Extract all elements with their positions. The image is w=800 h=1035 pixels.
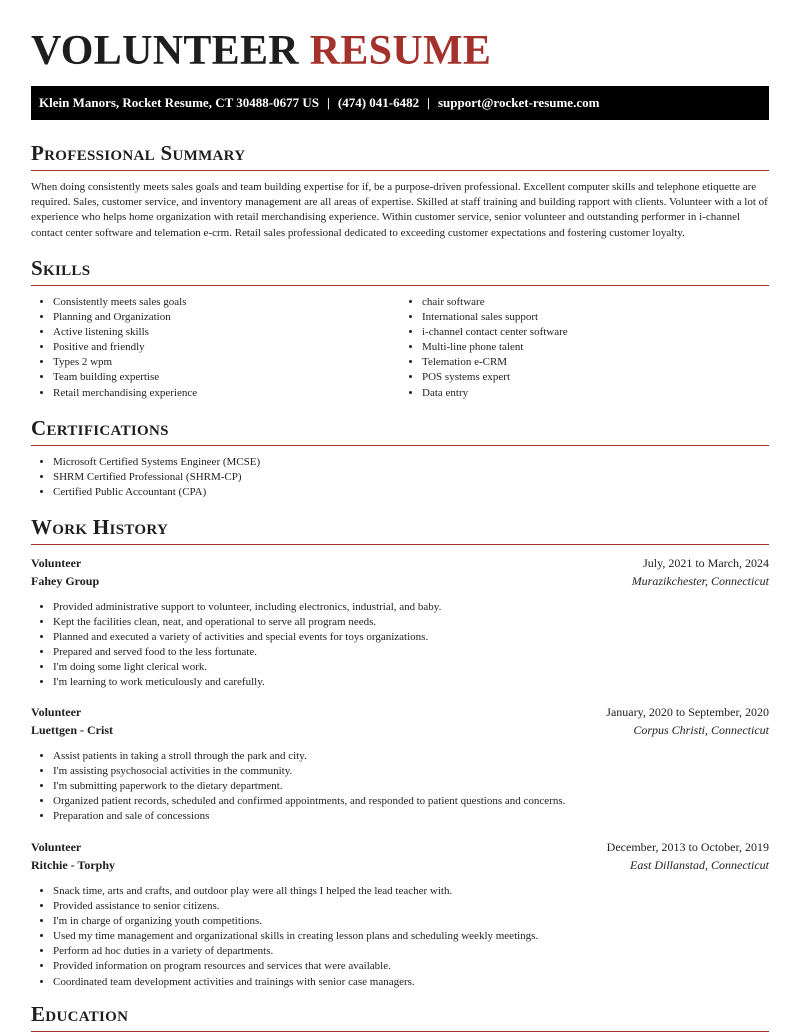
list-item: • International sales support bbox=[422, 310, 769, 325]
list-item: • Positive and friendly bbox=[53, 340, 400, 355]
list-item: • Kept the facilities clean, neat, and operational to serve all program needs. bbox=[53, 615, 769, 630]
contact-separator: | bbox=[427, 95, 430, 110]
list-item: • Consistently meets sales goals bbox=[53, 295, 400, 310]
job-header-row bbox=[31, 704, 769, 721]
list-item: • chair software bbox=[422, 295, 769, 310]
job-company: Ritchie - Torphy bbox=[31, 858, 116, 872]
list-item: • Used my time management and organizational skills in creating lesson plans and scheduling weekly meetings. bbox=[53, 929, 769, 944]
summary-heading: Professional Summary bbox=[31, 141, 246, 165]
job-company-row bbox=[31, 857, 769, 874]
list-item: • Preparation and sale of concessions bbox=[53, 809, 769, 824]
skills-columns bbox=[31, 286, 769, 401]
list-item: • Certified Public Accountant (CPA) bbox=[53, 485, 769, 500]
list-item: • Snack time, arts and crafts, and outdoor play were all things I helped the lead teacher with. bbox=[53, 884, 769, 899]
job-header-row bbox=[31, 555, 769, 572]
list-item: • Provided assistance to senior citizens. bbox=[53, 899, 769, 914]
certifications-list bbox=[31, 455, 769, 500]
list-item: • Microsoft Certified Systems Engineer (MCSE) bbox=[53, 455, 769, 470]
list-item: • Data entry bbox=[422, 386, 769, 401]
job-role: Volunteer bbox=[31, 556, 82, 570]
job-location: Corpus Christi, Connecticut bbox=[633, 723, 769, 737]
summary-text: When doing consistently meets sales goals and team building expertise for if, be a purpose-driven professional. Excellent computer skills and telephone etiquette are required. Sales, customer service, and inventory management are all areas of expertise. Skilled at staff training and building rapport with clients. Volunteer with a lot of experience who helps home organization with retail merchandising experience. Within customer service, senior volunteer and outstanding performer in i-channel contact center software and telemation e-crm. Retail sales professional dedicated to exceeding customer expectations and fostering customer loyalty. bbox=[31, 181, 768, 239]
education-section bbox=[31, 1001, 769, 1032]
job-company-row bbox=[31, 573, 769, 590]
list-item: • Team building expertise bbox=[53, 370, 400, 385]
list-item: • POS systems expert bbox=[422, 370, 769, 385]
job-location: Murazikchester, Connecticut bbox=[631, 574, 769, 588]
job-company-row bbox=[31, 722, 769, 739]
job-company: Luettgen - Crist bbox=[31, 723, 113, 737]
section-divider bbox=[31, 1031, 769, 1032]
contact-separator: | bbox=[326, 95, 330, 110]
title-primary: VOLUNTEER bbox=[31, 28, 299, 74]
skills-left-list bbox=[31, 295, 400, 401]
list-item: • Provided information on program resources and services that were available. bbox=[53, 959, 769, 974]
job-role: Volunteer bbox=[31, 840, 82, 854]
list-item: • Telemation e-CRM bbox=[422, 355, 769, 370]
job-location: East Dillanstad, Connecticut bbox=[630, 858, 769, 872]
section-divider bbox=[31, 170, 769, 171]
contact-email: support@rocket-resume.com bbox=[437, 95, 600, 110]
list-item: • I'm learning to work meticulously and carefully. bbox=[53, 675, 769, 690]
section-divider bbox=[31, 445, 769, 446]
certifications-heading: Certifications bbox=[31, 416, 169, 440]
job-dates: July, 2021 to March, 2024 bbox=[643, 556, 769, 570]
job-header-row bbox=[31, 839, 769, 856]
contact-phone: (474) 041-6482 bbox=[337, 95, 420, 110]
list-item: • I'm doing some light clerical work. bbox=[53, 660, 769, 675]
work-history-heading: Work History bbox=[31, 515, 169, 539]
skills-right-list bbox=[400, 295, 769, 401]
job-entry bbox=[31, 839, 769, 990]
list-item: • Types 2 wpm bbox=[53, 355, 400, 370]
list-item: • Multi-line phone talent bbox=[422, 340, 769, 355]
list-item: • i-channel contact center software bbox=[422, 325, 769, 340]
list-item: • I'm in charge of organizing youth competitions. bbox=[53, 914, 769, 929]
contact-address: Klein Manors, Rocket Resume, CT 30488-0677 US bbox=[39, 95, 319, 110]
list-item: • Planning and Organization bbox=[53, 310, 400, 325]
job-entry bbox=[31, 555, 769, 691]
summary-section bbox=[31, 140, 769, 241]
section-divider bbox=[31, 544, 769, 545]
work-history-section bbox=[31, 514, 769, 545]
list-item: • Planned and executed a variety of activities and special events for toys organizations. bbox=[53, 630, 769, 645]
list-item: • Active listening skills bbox=[53, 325, 400, 340]
job-dates: December, 2013 to October, 2019 bbox=[606, 840, 769, 854]
certifications-section bbox=[31, 415, 769, 500]
list-item: • Assist patients in taking a stroll through the park and city. bbox=[53, 749, 769, 764]
job-entry bbox=[31, 704, 769, 824]
list-item: • Organized patient records, scheduled and confirmed appointments, and responded to patient questions and concerns. bbox=[53, 794, 769, 809]
job-duties-list bbox=[31, 749, 769, 824]
resume-title bbox=[31, 26, 491, 76]
skills-heading: Skills bbox=[31, 256, 91, 280]
job-duties-list bbox=[31, 600, 769, 691]
education-heading: Education bbox=[31, 1002, 129, 1026]
contact-bar bbox=[31, 86, 769, 120]
list-item: • Perform ad hoc duties in a variety of departments. bbox=[53, 944, 769, 959]
list-item: • Retail merchandising experience bbox=[53, 386, 400, 401]
job-company: Fahey Group bbox=[31, 574, 100, 588]
list-item: • SHRM Certified Professional (SHRM-CP) bbox=[53, 470, 769, 485]
title-accent: RESUME bbox=[309, 28, 492, 74]
list-item: • I'm assisting psychosocial activities in the community. bbox=[53, 764, 769, 779]
list-item: • Provided administrative support to volunteer, including electronics, industrial, and baby. bbox=[53, 600, 769, 615]
job-role: Volunteer bbox=[31, 705, 82, 719]
job-duties-list bbox=[31, 884, 769, 990]
skills-section bbox=[31, 255, 769, 401]
list-item: • Prepared and served food to the less fortunate. bbox=[53, 645, 769, 660]
list-item: • Coordinated team development activities and trainings with senior case managers. bbox=[53, 975, 769, 990]
job-dates: January, 2020 to September, 2020 bbox=[606, 705, 769, 719]
list-item: • I'm submitting paperwork to the dietary department. bbox=[53, 779, 769, 794]
